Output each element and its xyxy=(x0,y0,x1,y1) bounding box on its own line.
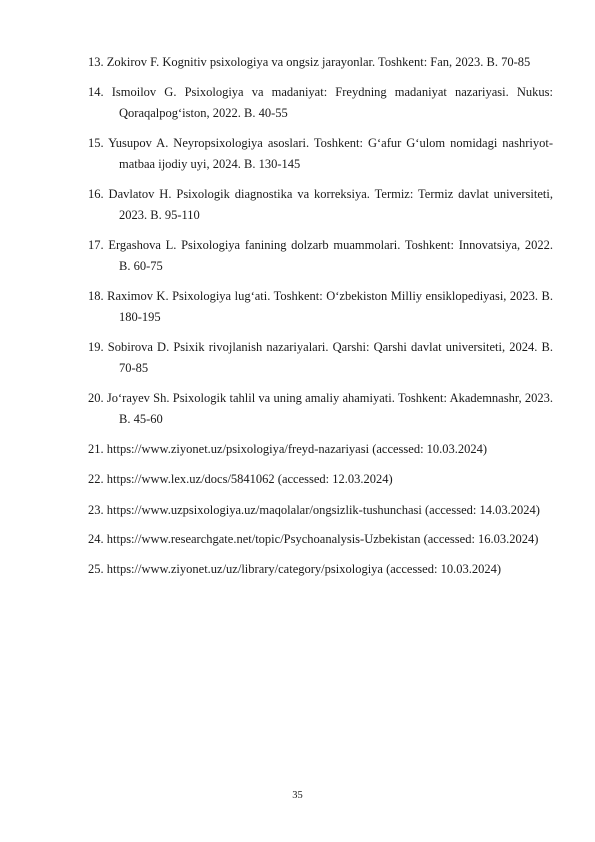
reference-item-13: 13. Zokirov F. Kognitiv psixologiya va ongsiz jarayonlar. Toshkent: Fan, 2023. B. 70-85 xyxy=(88,55,531,69)
page-number: 35 xyxy=(292,790,303,801)
reference-item-25: 25. https://www.ziyonet.uz/uz/library/category/psixologiya (accessed: 10.03.2024) xyxy=(88,561,501,576)
reference-item-15: 15. Yusupov A. Neyropsixologiya asoslari. Toshkent: G‘afur G‘ulom nomidagi nashriyot-matbaa ijodiy uyi, 2024. B. 130-145 xyxy=(88,135,553,171)
reference-item-24: 24. https://www.researchgate.net/topic/Psychoanalysis-Uzbekistan (accessed: 16.03.2024) xyxy=(88,532,539,546)
reference-item-16: 16. Davlatov H. Psixologik diagnostika va korreksiya. Termiz: Termiz davlat universiteti, 2023. B. 95-110 xyxy=(88,186,553,222)
reference-item-21: 21. https://www.ziyonet.uz/psixologiya/freyd-nazariyasi (accessed: 10.03.2024) xyxy=(88,441,488,456)
reference-item-18: 18. Raximov K. Psixologiya lug‘ati. Toshkent: O‘zbekiston Milliy ensiklopediyasi, 2023. B. 180-195 xyxy=(88,288,553,324)
reference-item-20: 20. Jo‘rayev Sh. Psixologik tahlil va uning amaliy ahamiyati. Toshkent: Akademnashr, 2023. B. 45-60 xyxy=(88,390,553,426)
reference-item-19: 19. Sobirova D. Psixik rivojlanish nazariyalari. Qarshi: Qarshi davlat universiteti, 2024. B. 70-85 xyxy=(88,339,553,375)
reference-item-23: 23. https://www.uzpsixologiya.uz/maqolalar/ongsizlik-tushunchasi (accessed: 14.03.2024) xyxy=(88,502,540,517)
reference-item-17: 17. Ergashova L. Psixologiya fanining dolzarb muammolari. Toshkent: Innovatsiya, 2022. B. 60-75 xyxy=(88,237,553,273)
reference-list xyxy=(88,52,553,589)
reference-item-22: 22. https://www.lex.uz/docs/5841062 (accessed: 12.03.2024) xyxy=(88,472,393,486)
reference-item-14: 14. Ismoilov G. Psixologiya va madaniyat: Freydning madaniyat nazariyasi. Nukus: Qoraqalpog‘iston, 2022. B. 40-55 xyxy=(88,84,553,120)
